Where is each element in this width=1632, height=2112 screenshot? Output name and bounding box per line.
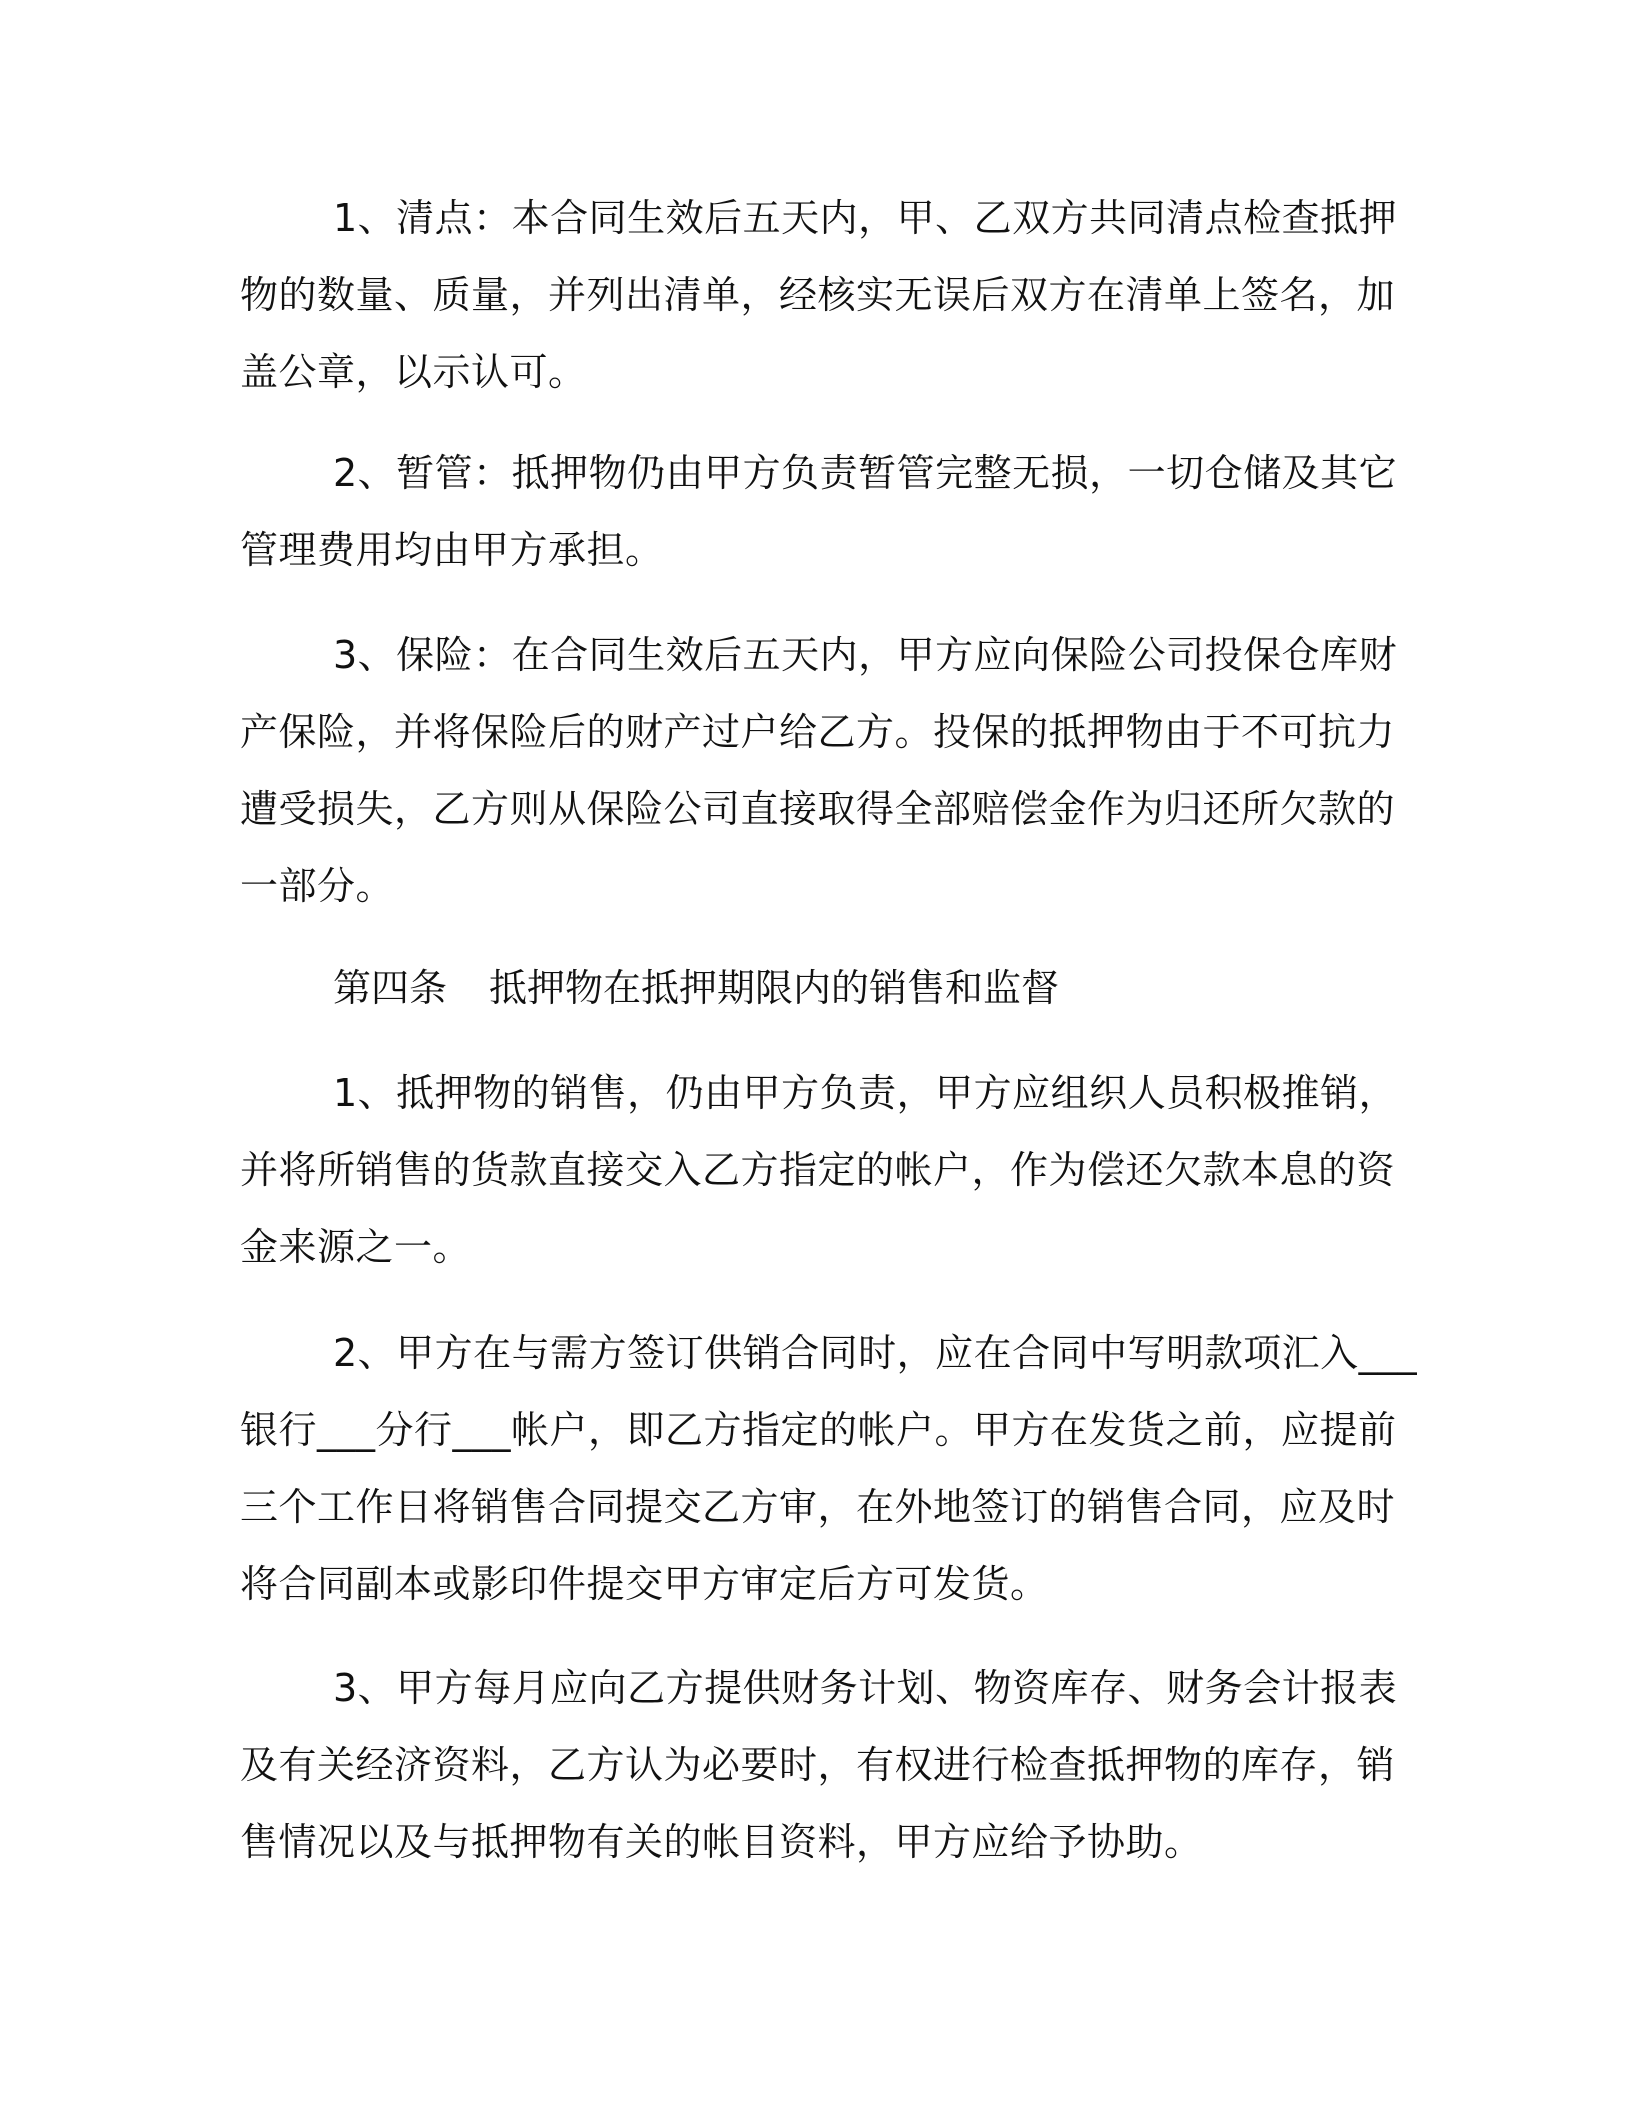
clause-3-item-1-paragraph (240, 180, 1398, 411)
paragraph-line: 及有关经济资料，乙方认为必要时，有权进行检查抵押物的库存，销 (240, 1743, 1396, 1787)
paragraph-line: 物的数量、质量，并列出清单，经核实无误后双方在清单上签名，加 (240, 273, 1396, 317)
paragraph-line: 将合同副本或影印件提交甲方审定后方可发货。 (240, 1562, 1049, 1606)
paragraph-line: 三个工作日将销售合同提交乙方审，在外地签订的销售合同，应及时 (240, 1485, 1396, 1529)
article-title: 抵押物在抵押期限内的销售和监督 (489, 966, 1060, 1010)
clause-4-item-2-paragraph (240, 1315, 1418, 1623)
article-number: 第四条 (333, 966, 448, 1010)
paragraph-line: 1、清点：本合同生效后五天内，甲、乙双方共同清点检查抵押 (333, 196, 1398, 240)
paragraph-line: 产保险，并将保险后的财产过户给乙方。投保的抵押物由于不可抗力 (240, 710, 1396, 754)
paragraph-line: 1、抵押物的销售，仍由甲方负责，甲方应组织人员积极推销， (333, 1071, 1398, 1115)
paragraph-line: 银行___分行___帐户，即乙方指定的帐户。甲方在发货之前，应提前 (240, 1408, 1397, 1452)
paragraph-line: 管理费用均由甲方承担。 (240, 528, 664, 572)
clause-3-item-2-paragraph (240, 435, 1398, 589)
paragraph-line: 并将所销售的货款直接交入乙方指定的帐户，作为偿还欠款本息的资 (240, 1148, 1396, 1192)
clause-4-item-3-paragraph (240, 1650, 1398, 1881)
paragraph-line: 2、暂管：抵押物仍由甲方负责暂管完整无损，一切仓储及其它 (333, 451, 1398, 495)
clause-4-item-1-paragraph (240, 1055, 1398, 1286)
paragraph-line: 售情况以及与抵押物有关的帐目资料，甲方应给予协助。 (240, 1820, 1203, 1864)
paragraph-line: 3、甲方每月应向乙方提供财务计划、物资库存、财务会计报表 (333, 1666, 1398, 1710)
article-4-heading (333, 950, 1059, 1027)
clause-3-item-3-paragraph (240, 617, 1398, 925)
paragraph-line: 遭受损失，乙方则从保险公司直接取得全部赔偿金作为归还所欠款的 (240, 787, 1396, 831)
paragraph-line: 3、保险：在合同生效后五天内，甲方应向保险公司投保仓库财 (333, 633, 1398, 677)
paragraph-line: 盖公章，以示认可。 (240, 350, 587, 394)
paragraph-line: 2、甲方在与需方签订供销合同时，应在合同中写明款项汇入___ (333, 1331, 1418, 1375)
paragraph-line: 金来源之一。 (240, 1225, 472, 1269)
paragraph-line: 一部分。 (240, 864, 395, 908)
